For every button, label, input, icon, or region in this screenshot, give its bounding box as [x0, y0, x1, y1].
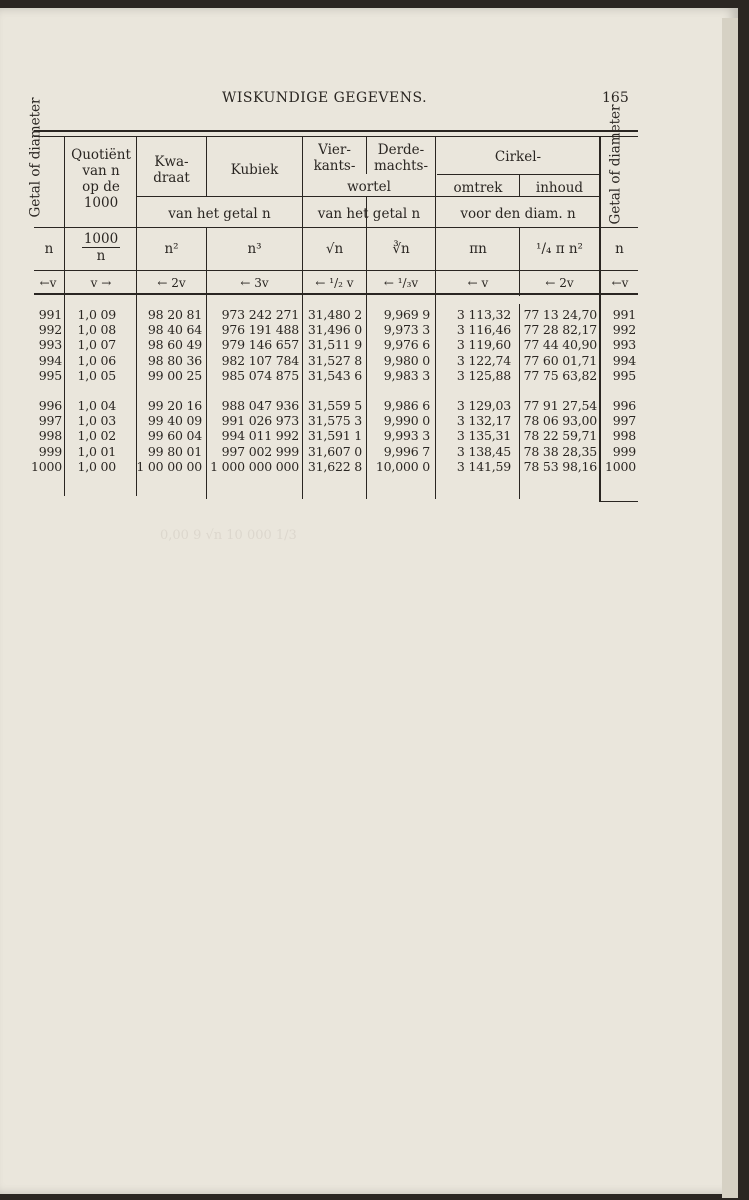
cell-circumference: 3 141,59	[456, 458, 511, 474]
cell-n-right: 995	[612, 367, 636, 383]
cell-cbrt: 9,990 0	[383, 413, 430, 429]
arrow-0: ←v	[39, 276, 57, 290]
cell-area: 77 91 27,54	[523, 398, 597, 413]
cell-cube: 985 074 875	[221, 367, 299, 383]
cell-quotient: 1,0 03	[77, 413, 116, 429]
symbol-pi-n: πn	[469, 241, 487, 257]
cell-sqrt: 31,480 2	[307, 307, 362, 322]
cell-quotient: 1,0 06	[77, 352, 116, 368]
cell-cube: 982 107 784	[221, 352, 299, 368]
cell-n-right: 1000	[604, 458, 636, 474]
cell-n-right: 992	[612, 322, 636, 338]
header-inhoud: inhoud	[535, 180, 584, 196]
header-van-het-getal-1: van het getal n	[168, 206, 271, 222]
cell-cbrt: 9,983 3	[383, 367, 430, 383]
cell-sqrt: 31,559 5	[307, 398, 362, 413]
cell-quotient: 1,0 00	[77, 458, 116, 474]
cell-cube: 997 002 999	[221, 443, 299, 459]
cell-sqrt: 31,527 8	[307, 352, 362, 368]
cell-cube: 973 242 271	[221, 307, 299, 322]
cell-quotient: 1,0 08	[77, 322, 116, 338]
header-omtrek: omtrek	[453, 180, 503, 196]
cell-circumference: 3 113,32	[456, 307, 511, 322]
cell-n: 991	[38, 307, 62, 322]
arrow-1: v →	[90, 276, 112, 290]
cell-cube: 976 191 488	[221, 322, 299, 338]
cell-square: 99 20 16	[147, 398, 202, 413]
cell-n-right: 993	[612, 337, 636, 353]
cell-sqrt: 31,543 6	[307, 367, 362, 383]
cell-square: 98 60 49	[147, 337, 202, 353]
symbol-n-squared: n²	[164, 241, 179, 257]
cell-area: 77 60 01,71	[523, 352, 597, 368]
header-wortel: wortel	[347, 179, 391, 195]
arrow-3: ← 3v	[240, 276, 269, 290]
arrow-5: ← ¹/₃v	[383, 276, 419, 290]
cell-area: 78 53 98,16	[523, 458, 597, 474]
cell-quotient: 1,0 04	[77, 398, 116, 413]
cell-cube: 994 011 992	[221, 428, 299, 444]
cell-cube: 988 047 936	[221, 398, 299, 413]
cell-square: 99 80 01	[147, 443, 202, 459]
cell-square: 99 00 25	[147, 367, 202, 383]
running-title: WISKUNDIGE GEGEVENS.	[222, 90, 428, 106]
cell-cbrt: 9,993 3	[383, 428, 430, 444]
cell-area: 77 28 82,17	[523, 322, 597, 338]
cell-sqrt: 31,591 1	[307, 428, 362, 444]
cell-n: 1000	[30, 458, 62, 474]
symbol-n-right: n	[615, 241, 624, 257]
header-cirkel: Cirkel-	[494, 149, 542, 165]
cell-square: 98 80 36	[147, 352, 202, 368]
cell-n-right: 996	[612, 398, 636, 413]
cell-circumference: 3 125,88	[456, 367, 511, 383]
book-page	[0, 8, 738, 1194]
header-kwadraat: Kwa- draat	[153, 154, 190, 186]
cell-cbrt: 9,973 3	[383, 322, 430, 338]
arrow-8: ←v	[611, 276, 629, 290]
cell-cbrt: 9,969 9	[383, 307, 430, 322]
cell-circumference: 3 116,46	[456, 322, 511, 338]
cell-quotient: 1,0 05	[77, 367, 116, 383]
cell-n-right: 994	[612, 352, 636, 368]
cell-quotient: 1,0 09	[77, 307, 116, 322]
cell-quotient: 1,0 07	[77, 337, 116, 353]
cell-square: 99 40 09	[147, 413, 202, 429]
header-voor-den-diam: voor den diam. n	[460, 206, 576, 222]
symbol-n: n	[44, 241, 54, 257]
cell-circumference: 3 129,03	[456, 398, 511, 413]
cell-circumference: 3 132,17	[456, 413, 511, 429]
symbol-quarter-pi-n2: ¹/₄ π n²	[536, 241, 583, 257]
cell-n: 992	[38, 322, 62, 338]
cell-circumference: 3 122,74	[456, 352, 511, 368]
cell-square: 1 00 00 00	[136, 458, 202, 474]
arrow-2: ← 2v	[157, 276, 186, 290]
header-quotient: Quotiënt van n op de 1000	[71, 147, 131, 211]
cell-quotient: 1,0 01	[77, 443, 116, 459]
arrow-4: ← ¹/₂ v	[315, 276, 354, 290]
cell-area: 78 06 93,00	[523, 413, 597, 429]
header-kubiek: Kubiek	[230, 162, 279, 178]
cell-square: 99 60 04	[147, 428, 202, 444]
cell-circumference: 3 138,45	[456, 443, 511, 459]
cell-n-right: 999	[612, 443, 636, 459]
cell-circumference: 3 135,31	[456, 428, 511, 444]
cell-cube: 991 026 973	[221, 413, 299, 429]
arrow-7: ← 2v	[545, 276, 574, 290]
cell-circumference: 3 119,60	[456, 337, 511, 353]
header-derdemachts: Derde- machts-	[373, 142, 429, 174]
header-van-het-getal-2: van het getal n	[317, 206, 421, 222]
header-getal-left: Getal of diameter	[27, 97, 44, 218]
cell-cbrt: 9,976 6	[383, 337, 430, 353]
cell-square: 98 40 64	[147, 322, 202, 338]
header-getal-right: Getal of diameter	[607, 104, 624, 225]
cell-area: 78 22 59,71	[523, 428, 597, 444]
cell-n-right: 998	[612, 428, 636, 444]
page-number: 165	[602, 90, 629, 106]
cell-cbrt: 9,980 0	[383, 352, 430, 368]
symbol-fraction: $\frac{1000}{n}$	[83, 231, 119, 264]
cell-n: 994	[38, 352, 62, 368]
arrow-6: ← v	[467, 276, 489, 290]
cell-sqrt: 31,607 0	[307, 443, 362, 459]
cell-sqrt: 31,622 8	[307, 458, 362, 474]
symbol-sqrt: √n	[325, 241, 344, 257]
cell-n-right: 991	[612, 307, 636, 322]
header-vierkants: Vier- kants-	[313, 142, 356, 174]
cell-cube: 979 146 657	[221, 337, 299, 353]
cell-n: 997	[38, 413, 62, 429]
cell-cbrt: 9,996 7	[383, 443, 430, 459]
page-edge	[722, 18, 738, 1198]
cell-n: 993	[38, 337, 62, 353]
cell-n: 999	[38, 443, 62, 459]
cell-sqrt: 31,511 9	[307, 337, 362, 353]
cell-quotient: 1,0 02	[77, 428, 116, 444]
cell-sqrt: 31,496 0	[307, 322, 362, 338]
cell-n: 998	[38, 428, 62, 444]
cell-area: 77 13 24,70	[523, 307, 597, 322]
cell-cbrt: 10,000 0	[375, 458, 430, 474]
cell-n: 995	[38, 367, 62, 383]
cell-n: 996	[38, 398, 62, 413]
cell-sqrt: 31,575 3	[307, 413, 362, 429]
show-through: 0,00 9 √n 10 000 1/3	[160, 528, 297, 543]
symbol-n-cubed: n³	[247, 241, 262, 257]
cell-area: 77 44 40,90	[523, 337, 597, 353]
cell-n-right: 997	[612, 413, 636, 429]
cell-cube: 1 000 000 000	[210, 458, 299, 474]
cell-area: 77 75 63,82	[523, 367, 597, 383]
cell-square: 98 20 81	[147, 307, 202, 322]
cell-area: 78 38 28,35	[523, 443, 597, 459]
cell-cbrt: 9,986 6	[383, 398, 430, 413]
symbol-cbrt: ∛n	[392, 241, 410, 257]
